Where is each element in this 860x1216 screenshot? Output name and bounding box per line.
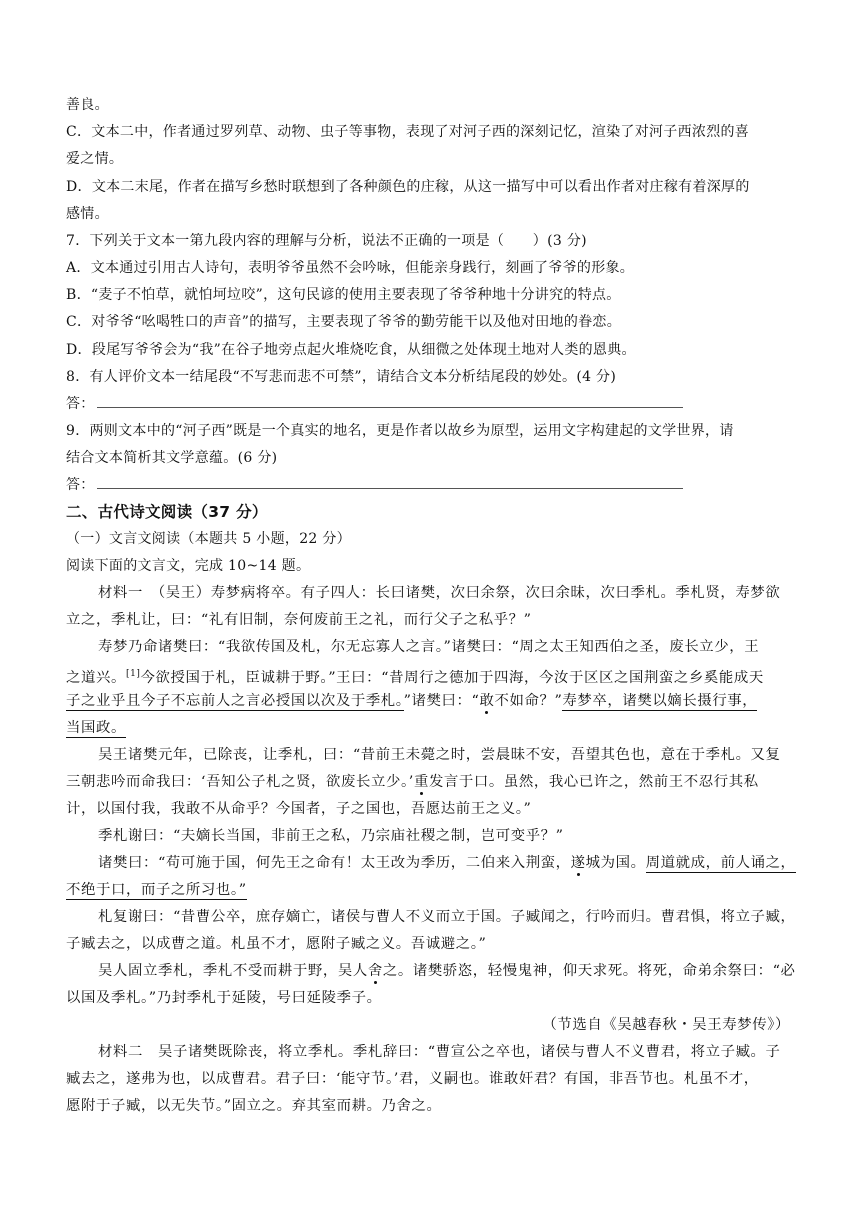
passage-text: 吴人固立季札，季札不受而耕于野，吴人 — [98, 963, 368, 979]
underlined-sentence: 子之业乎且今子不忘前人之言必授国以次及于季札。 — [66, 693, 404, 709]
underlined-sentence: 当国政。 — [66, 720, 126, 736]
answer-blank[interactable] — [97, 476, 683, 489]
passage-line: 札复谢曰：“昔曹公卒，庶存嫡亡，诸侯与曹人不义而立于国。子臧闻之，行吟而归。曹君惧，将立子臧， — [98, 909, 796, 925]
subsection-heading: （一）文言文阅读（本题共 5 小题，22 分） — [66, 531, 351, 547]
source-citation: （节选自《吴越春秋・吴王寿梦传》） — [542, 1017, 790, 1033]
footnote-marker: [1] — [125, 669, 141, 679]
passage-text: 不如命？” — [494, 693, 563, 709]
question-7-option-b: B．“麦子不怕草，就怕坷垃咬”，这句民谚的使用主要表现了爷爷种地十分讲究的特点。 — [66, 287, 621, 303]
passage-text: 之。诸樊骄恣，轻慢鬼神，仰天求死。将死，命弟余祭曰：“必 — [382, 963, 796, 979]
question-7: 7．下列关于文本一第九段内容的理解与分析，说法不正确的一项是（ ）(3 分) — [66, 233, 587, 249]
passage-text: 三朝悲吟而命我曰：‘吾知公子札之贤，欲废长立少。’ — [66, 774, 414, 790]
option-d-line-1: D．文本二末尾，作者在描写乡愁时联想到了各种颜色的庄稼，从这一描写中可以看出作者对庄稼有着深厚的 — [66, 179, 750, 195]
question-9-line-1: 9．两则文本中的“河子西”既是一个真实的地名，更是作者以故乡为原型，运用文字构建起的文学世界，请 — [66, 423, 734, 439]
passage-line — [66, 718, 126, 738]
question-7-option-c: C．对爷爷“吆喝牲口的声音”的描写，主要表现了爷爷的勤劳能干以及他对田地的眷恋。 — [66, 314, 622, 330]
answer-label: 答： — [66, 477, 95, 493]
dotted-word: 遂 — [570, 855, 586, 871]
dotted-word: 敢 — [479, 693, 495, 709]
text-line: 善良。 — [66, 97, 109, 113]
passage-text: 诸樊曰：“苟可施于国，何先王之命有！太王改为季历，二伯来入荆蛮， — [98, 855, 571, 871]
section-heading: 二、古代诗文阅读（37 分） — [66, 503, 268, 521]
question-8: 8．有人评价文本一结尾段“不写悲而悲不可禁”，请结合文本分析结尾段的妙处。(4 分) — [66, 369, 617, 385]
question-7-option-d: D．段尾写爷爷会为“我”在谷子地旁点起火堆烧吃食，从细微之处体现土地对人类的恩典。 — [66, 342, 636, 358]
passage-line: 寿梦乃命诸樊曰：“我欲传国及札，尔无忘寡人之言。”诸樊曰：“周之太王知西伯之圣，废长立少，王 — [98, 639, 760, 655]
underlined-sentence: 寿梦卒，诸樊以嫡长摄行事， — [562, 693, 758, 709]
passage-line — [66, 772, 759, 792]
option-c-line-1: C．文本二中，作者通过罗列草、动物、虫子等事物，表现了对河子西的深刻记忆，渲染了对河子西浓烈的喜 — [66, 124, 750, 140]
option-d-line-2: 感情。 — [66, 206, 109, 222]
answer-line-9[interactable] — [66, 475, 683, 495]
passage-text: 城为国。 — [585, 855, 646, 871]
passage-line: 材料一 （吴王）寿梦病将卒。有子四人：长曰诸樊，次曰余祭，次曰余昧，次曰季札。季札贤，寿梦欲 — [98, 585, 781, 601]
answer-blank[interactable] — [97, 395, 683, 408]
dotted-word: 舍 — [367, 963, 383, 979]
passage-line — [66, 880, 247, 900]
underlined-sentence: 不绝于口，而子之所习也。” — [66, 882, 247, 898]
dotted-word: 重 — [413, 774, 429, 790]
passage-text: ”诸樊曰：“ — [403, 693, 480, 709]
passage-line — [98, 853, 796, 873]
passage-line — [98, 961, 796, 981]
passage-text: 今欲授国于札，臣诚耕于野。”王曰：“昔周行之德加于四海，今汝于区区之国荆蛮之乡奚能成天 — [140, 669, 764, 686]
passage-line: 季札谢曰：“夫嫡长当国，非前王之私，乃宗庙社稷之制，岂可变乎？” — [98, 828, 564, 844]
passage-line: 吴王诸樊元年，已除丧，让季札，曰：“昔前王未薨之时，尝晨昧不安，吾望其色也，意在于季札。又复 — [98, 747, 781, 763]
option-c-line-2: 爱之情。 — [66, 151, 124, 167]
answer-line-8[interactable] — [66, 394, 683, 414]
passage-line — [66, 664, 764, 688]
passage-line: 愿附于子臧，以无失节。”固立之。弃其室而耕。乃舍之。 — [66, 1098, 442, 1114]
question-7-option-a: A．文本通过引用古人诗句，表明爷爷虽然不会吟咏，但能亲身践行，刻画了爷爷的形象。 — [66, 260, 635, 276]
instruction: 阅读下面的文言文，完成 10~14 题。 — [66, 558, 311, 574]
passage-line: 臧去之，遂弗为也，以成曹君。君子曰：‘能守节。’君，义嗣也。谁敢奸君？有国，非吾节也。札虽不才， — [66, 1071, 759, 1087]
passage-line: 计，以国付我，我敢不从命乎？今国者，子之国也，吾愿达前王之义。” — [66, 801, 532, 817]
passage-line: 立之，季札让，曰：“礼有旧制，奈何废前王之礼，而行父子之私乎？” — [66, 612, 532, 628]
underlined-sentence: 周道就成，前人诵之， — [645, 855, 796, 871]
passage-line — [66, 691, 757, 711]
passage-line: 材料二 吴子诸樊既除丧，将立季札。季札辞曰：“曹宣公之卒也，诸侯与曹人不义曹君，将立子臧。子 — [98, 1044, 781, 1060]
passage-text: 发言于口。虽然，我心已许之，然前王不忍行其私 — [428, 774, 759, 790]
passage-line: 子臧去之，以成曹之道。札虽不才，愿附子臧之义。吾诚避之。” — [66, 936, 487, 952]
passage-text: 之道兴。 — [66, 669, 126, 686]
passage-line: 以国及季札。”乃封季札于延陵，号曰延陵季子。 — [66, 990, 382, 1006]
answer-label: 答： — [66, 396, 95, 412]
question-9-line-2: 结合文本简析其文学意蕴。(6 分) — [66, 450, 278, 466]
